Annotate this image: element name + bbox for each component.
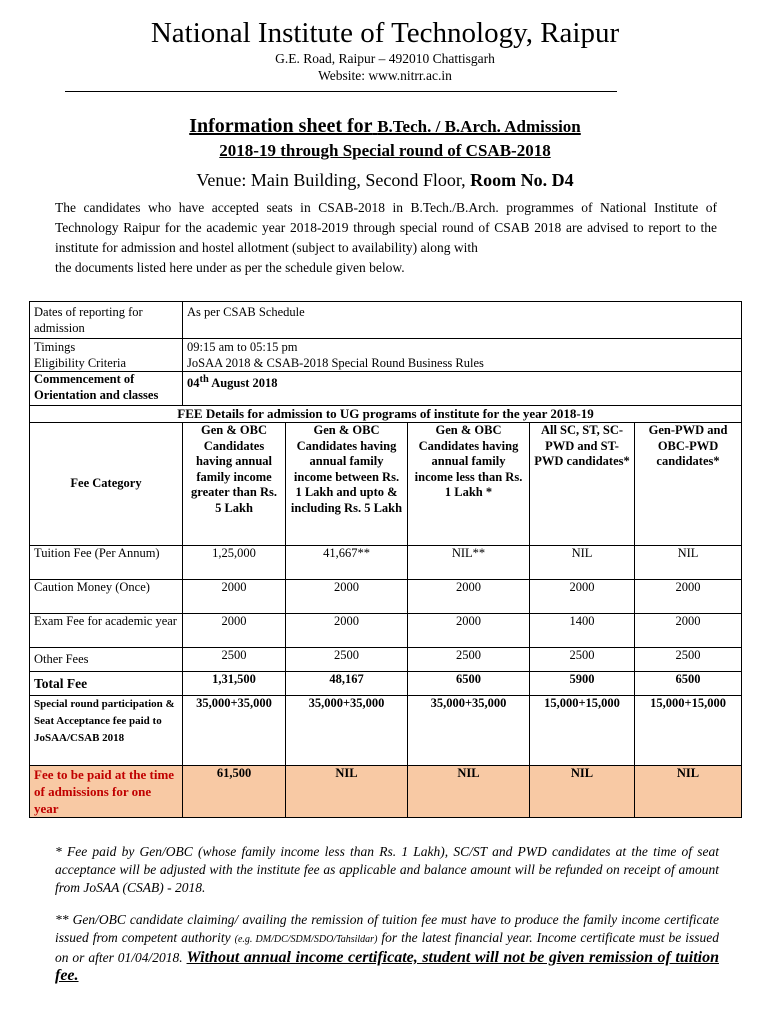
table-cell: 2000 [635,614,742,648]
intro-text-last: the documents listed here under as per the schedule given below. [55,260,405,275]
orientation-label: Commencement of Orientation and classes [30,372,183,406]
column-header: Gen & OBC Candidates having annual family income less than Rs. 1 Lakh * [408,423,530,546]
institute-website: Website: www.nitrr.ac.in [318,68,452,83]
table-cell: 35,000+35,000 [408,696,530,766]
institute-name: National Institute of Technology, Raipur [150,17,620,49]
sheet-title-programs: B.Tech. / B.Arch. Admission [377,117,581,136]
header-divider [65,91,617,92]
table-cell: 41,667** [286,546,408,580]
table-cell: 2500 [183,648,286,672]
schedule-row-dates [30,302,742,339]
note2-text: ** Gen/OBC candidate claiming/ availing the remission of tuition fee must have to produce the family income certificate issued from competent authority [55,912,719,945]
table-cell: 2000 [183,614,286,648]
venue-prefix: Venue: Main Building, Second Floor, [196,170,466,190]
institute-address: G.E. Road, Raipur – 492010 Chattisgarh [275,51,495,66]
sheet-title-prefix: Information sheet for [189,115,373,137]
column-header: Gen & OBC Candidates having annual family income greater than Rs. 5 Lakh [183,423,286,546]
eligibility-label: Eligibility Criteria [34,355,126,370]
intro-text: The candidates who have accepted seats in CSAB-2018 in B.Tech./B.Arch. programmes of National Institute of Technology Raipur for the academic year 2018-2019 through special round of CSAB 2018 are advised to report to the institute for admission and hostel allotment (subject to availability) along with [55,200,717,255]
fee-heading-row [30,406,742,423]
table-cell: 2000 [286,580,408,614]
table-row-total [30,672,742,696]
timings-label: Timings [34,340,76,354]
table-cell: 2000 [286,614,408,648]
row-label: Total Fee [30,672,183,696]
schedule-row-timings-eligibility [30,339,742,372]
eligibility-value: JoSAA 2018 & CSAB-2018 Special Round Business Rules [187,355,484,370]
note2-authority: (e.g. DM/DC/SDM/SDO/Tahsildar) [234,934,378,945]
sheet-subtitle: 2018-19 through Special round of CSAB-2018 [219,141,551,160]
table-cell: 2500 [408,648,530,672]
table-cell: NIL [530,766,635,818]
note2-warning: Without annual income certificate, student will not be given remission of tuition fee. [55,949,719,984]
fee-table-heading: FEE Details for admission to UG programs of institute for the year 2018-19 [30,406,742,423]
row-label: Fee to be paid at the time of admissions for one year [30,766,183,818]
table-cell: 2000 [183,580,286,614]
table-cell: NIL [286,766,408,818]
column-header: All SC, ST, SC-PWD and ST-PWD candidates* [530,423,635,546]
timings-eligibility-labels [30,339,183,372]
admission-fee-table [29,301,742,818]
table-row-special-round [30,696,742,766]
table-row-other [30,648,742,672]
dates-label: Dates of reporting for admission [30,302,183,339]
table-cell: 2500 [635,648,742,672]
sheet-title [0,114,770,139]
table-cell: NIL [530,546,635,580]
table-cell: NIL [408,766,530,818]
table-cell: 5900 [530,672,635,696]
table-row-caution [30,580,742,614]
venue-line [0,169,770,191]
orientation-sup: th [199,374,209,385]
table-cell: NIL** [408,546,530,580]
schedule-row-orientation [30,372,742,406]
table-cell: 35,000+35,000 [183,696,286,766]
table-cell: 1,25,000 [183,546,286,580]
table-cell: 48,167 [286,672,408,696]
orientation-day: 04 [187,376,200,391]
table-cell: 2000 [408,614,530,648]
table-cell: 61,500 [183,766,286,818]
table-row-exam [30,614,742,648]
table-cell: 2000 [635,580,742,614]
row-label: Tuition Fee (Per Annum) [30,546,183,580]
table-cell: 1,31,500 [183,672,286,696]
timings-eligibility-values [183,339,742,372]
table-cell: 6500 [635,672,742,696]
table-cell: NIL [635,546,742,580]
row-label: Special round participation & Seat Acceptance fee paid to JoSAA/CSAB 2018 [30,696,183,766]
table-cell: 1400 [530,614,635,648]
column-header: Gen & OBC Candidates having annual family income between Rs. 1 Lakh and upto & including Rs. 5 Lakh [286,423,408,546]
table-row-payable [30,766,742,818]
table-cell: NIL [635,766,742,818]
table-row-tuition [30,546,742,580]
orientation-rest: August 2018 [208,376,278,391]
table-cell: 15,000+15,000 [635,696,742,766]
note-income-certificate [55,911,719,985]
table-cell: 15,000+15,000 [530,696,635,766]
note2-text-cont: for the latest financial year. Income certificate must be issued on or after 01/04/2018. [55,930,720,965]
table-cell: 2500 [286,648,408,672]
table-cell: 2000 [530,580,635,614]
intro-paragraph [55,198,717,278]
table-cell: 6500 [408,672,530,696]
venue-room: Room No. D4 [470,170,574,190]
column-header: Gen-PWD and OBC-PWD candidates* [635,423,742,546]
dates-value: As per CSAB Schedule [183,302,742,339]
fee-category-header: Fee Category [30,423,183,546]
row-label: Caution Money (Once) [30,580,183,614]
timings-value: 09:15 am to 05:15 pm [187,340,298,354]
fee-column-header-row [30,423,742,546]
row-label: Other Fees [30,648,183,672]
orientation-value [183,372,742,406]
table-cell: 2000 [408,580,530,614]
table-cell: 2500 [530,648,635,672]
table-cell: 35,000+35,000 [286,696,408,766]
note-fee-adjustment: * Fee paid by Gen/OBC (whose family income less than Rs. 1 Lakh), SC/ST and PWD candidates at the time of seat acceptance will be adjusted with the institute fee as applicable and balance amount will be refunded on receipt of amount from JoSAA (CSAB) - 2018. [55,844,719,895]
row-label: Exam Fee for academic year [30,614,183,648]
